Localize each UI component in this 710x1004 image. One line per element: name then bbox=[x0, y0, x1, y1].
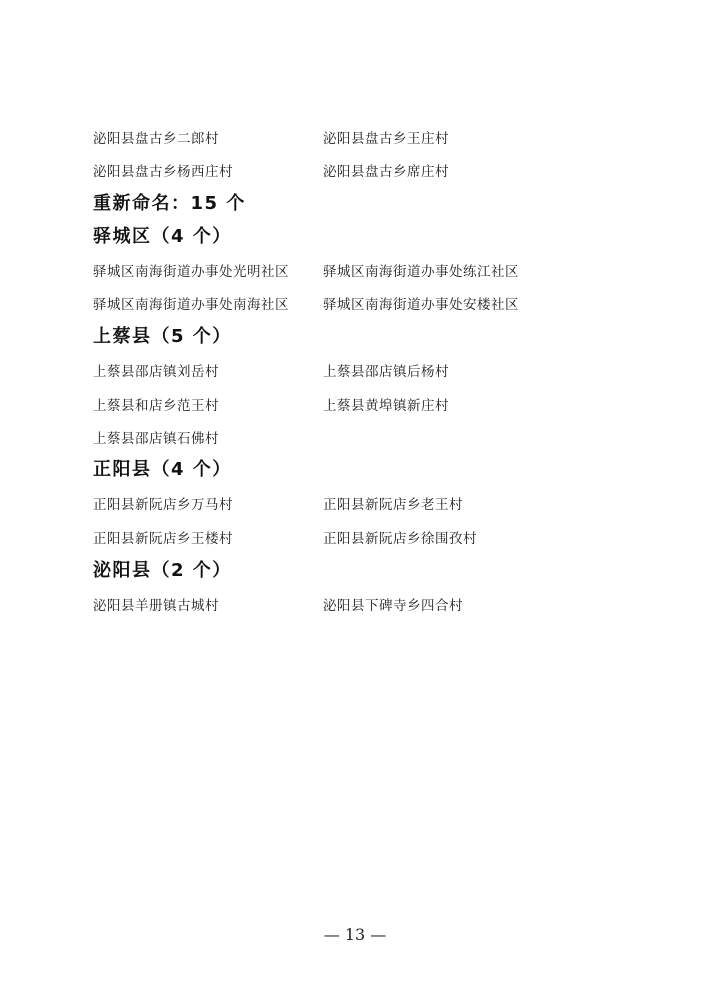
list-row bbox=[93, 127, 653, 151]
village-name: 上蔡县黄埠镇新庄村 bbox=[323, 398, 449, 414]
list-row bbox=[93, 360, 653, 384]
village-name: 泌阳县盘古乡杨西庄村 bbox=[93, 164, 233, 180]
village-name: 正阳县新阮店乡徐围孜村 bbox=[323, 531, 477, 547]
list-row bbox=[93, 394, 653, 418]
village-name: 驿城区南海街道办事处光明社区 bbox=[93, 264, 289, 280]
list-row bbox=[93, 493, 653, 517]
village-name: 驿城区南海街道办事处南海社区 bbox=[93, 297, 289, 313]
village-name: 正阳县新阮店乡王楼村 bbox=[93, 531, 233, 547]
village-name: 泌阳县羊册镇古城村 bbox=[93, 598, 219, 614]
village-name: 泌阳县盘古乡席庄村 bbox=[323, 164, 449, 180]
list-row bbox=[93, 594, 653, 618]
page-number: — 13 — bbox=[323, 925, 387, 944]
list-row bbox=[93, 293, 653, 317]
village-name: 驿城区南海街道办事处练江社区 bbox=[323, 264, 519, 280]
list-row bbox=[93, 160, 653, 184]
section-heading-shangcai: 上蔡县（5 个） bbox=[93, 326, 232, 347]
village-name: 上蔡县邵店镇后杨村 bbox=[323, 364, 449, 380]
village-name: 上蔡县邵店镇刘岳村 bbox=[93, 364, 219, 380]
village-name: 驿城区南海街道办事处安楼社区 bbox=[323, 297, 519, 313]
list-row bbox=[93, 427, 653, 451]
village-name: 上蔡县和店乡范王村 bbox=[93, 398, 219, 414]
section-heading-yicheng: 驿城区（4 个） bbox=[93, 226, 232, 247]
village-name: 泌阳县盘古乡王庄村 bbox=[323, 131, 449, 147]
village-name: 上蔡县邵店镇石佛村 bbox=[93, 431, 219, 447]
village-name: 正阳县新阮店乡老王村 bbox=[323, 497, 463, 513]
section-heading-biyang: 泌阳县（2 个） bbox=[93, 560, 232, 581]
village-name: 正阳县新阮店乡万马村 bbox=[93, 497, 233, 513]
list-row bbox=[93, 527, 653, 551]
village-name: 泌阳县下碑寺乡四合村 bbox=[323, 598, 463, 614]
village-name: 泌阳县盘古乡二郎村 bbox=[93, 131, 219, 147]
list-row bbox=[93, 260, 653, 284]
rename-heading: 重新命名：15 个 bbox=[93, 193, 246, 214]
section-heading-zhengyang: 正阳县（4 个） bbox=[93, 459, 232, 480]
